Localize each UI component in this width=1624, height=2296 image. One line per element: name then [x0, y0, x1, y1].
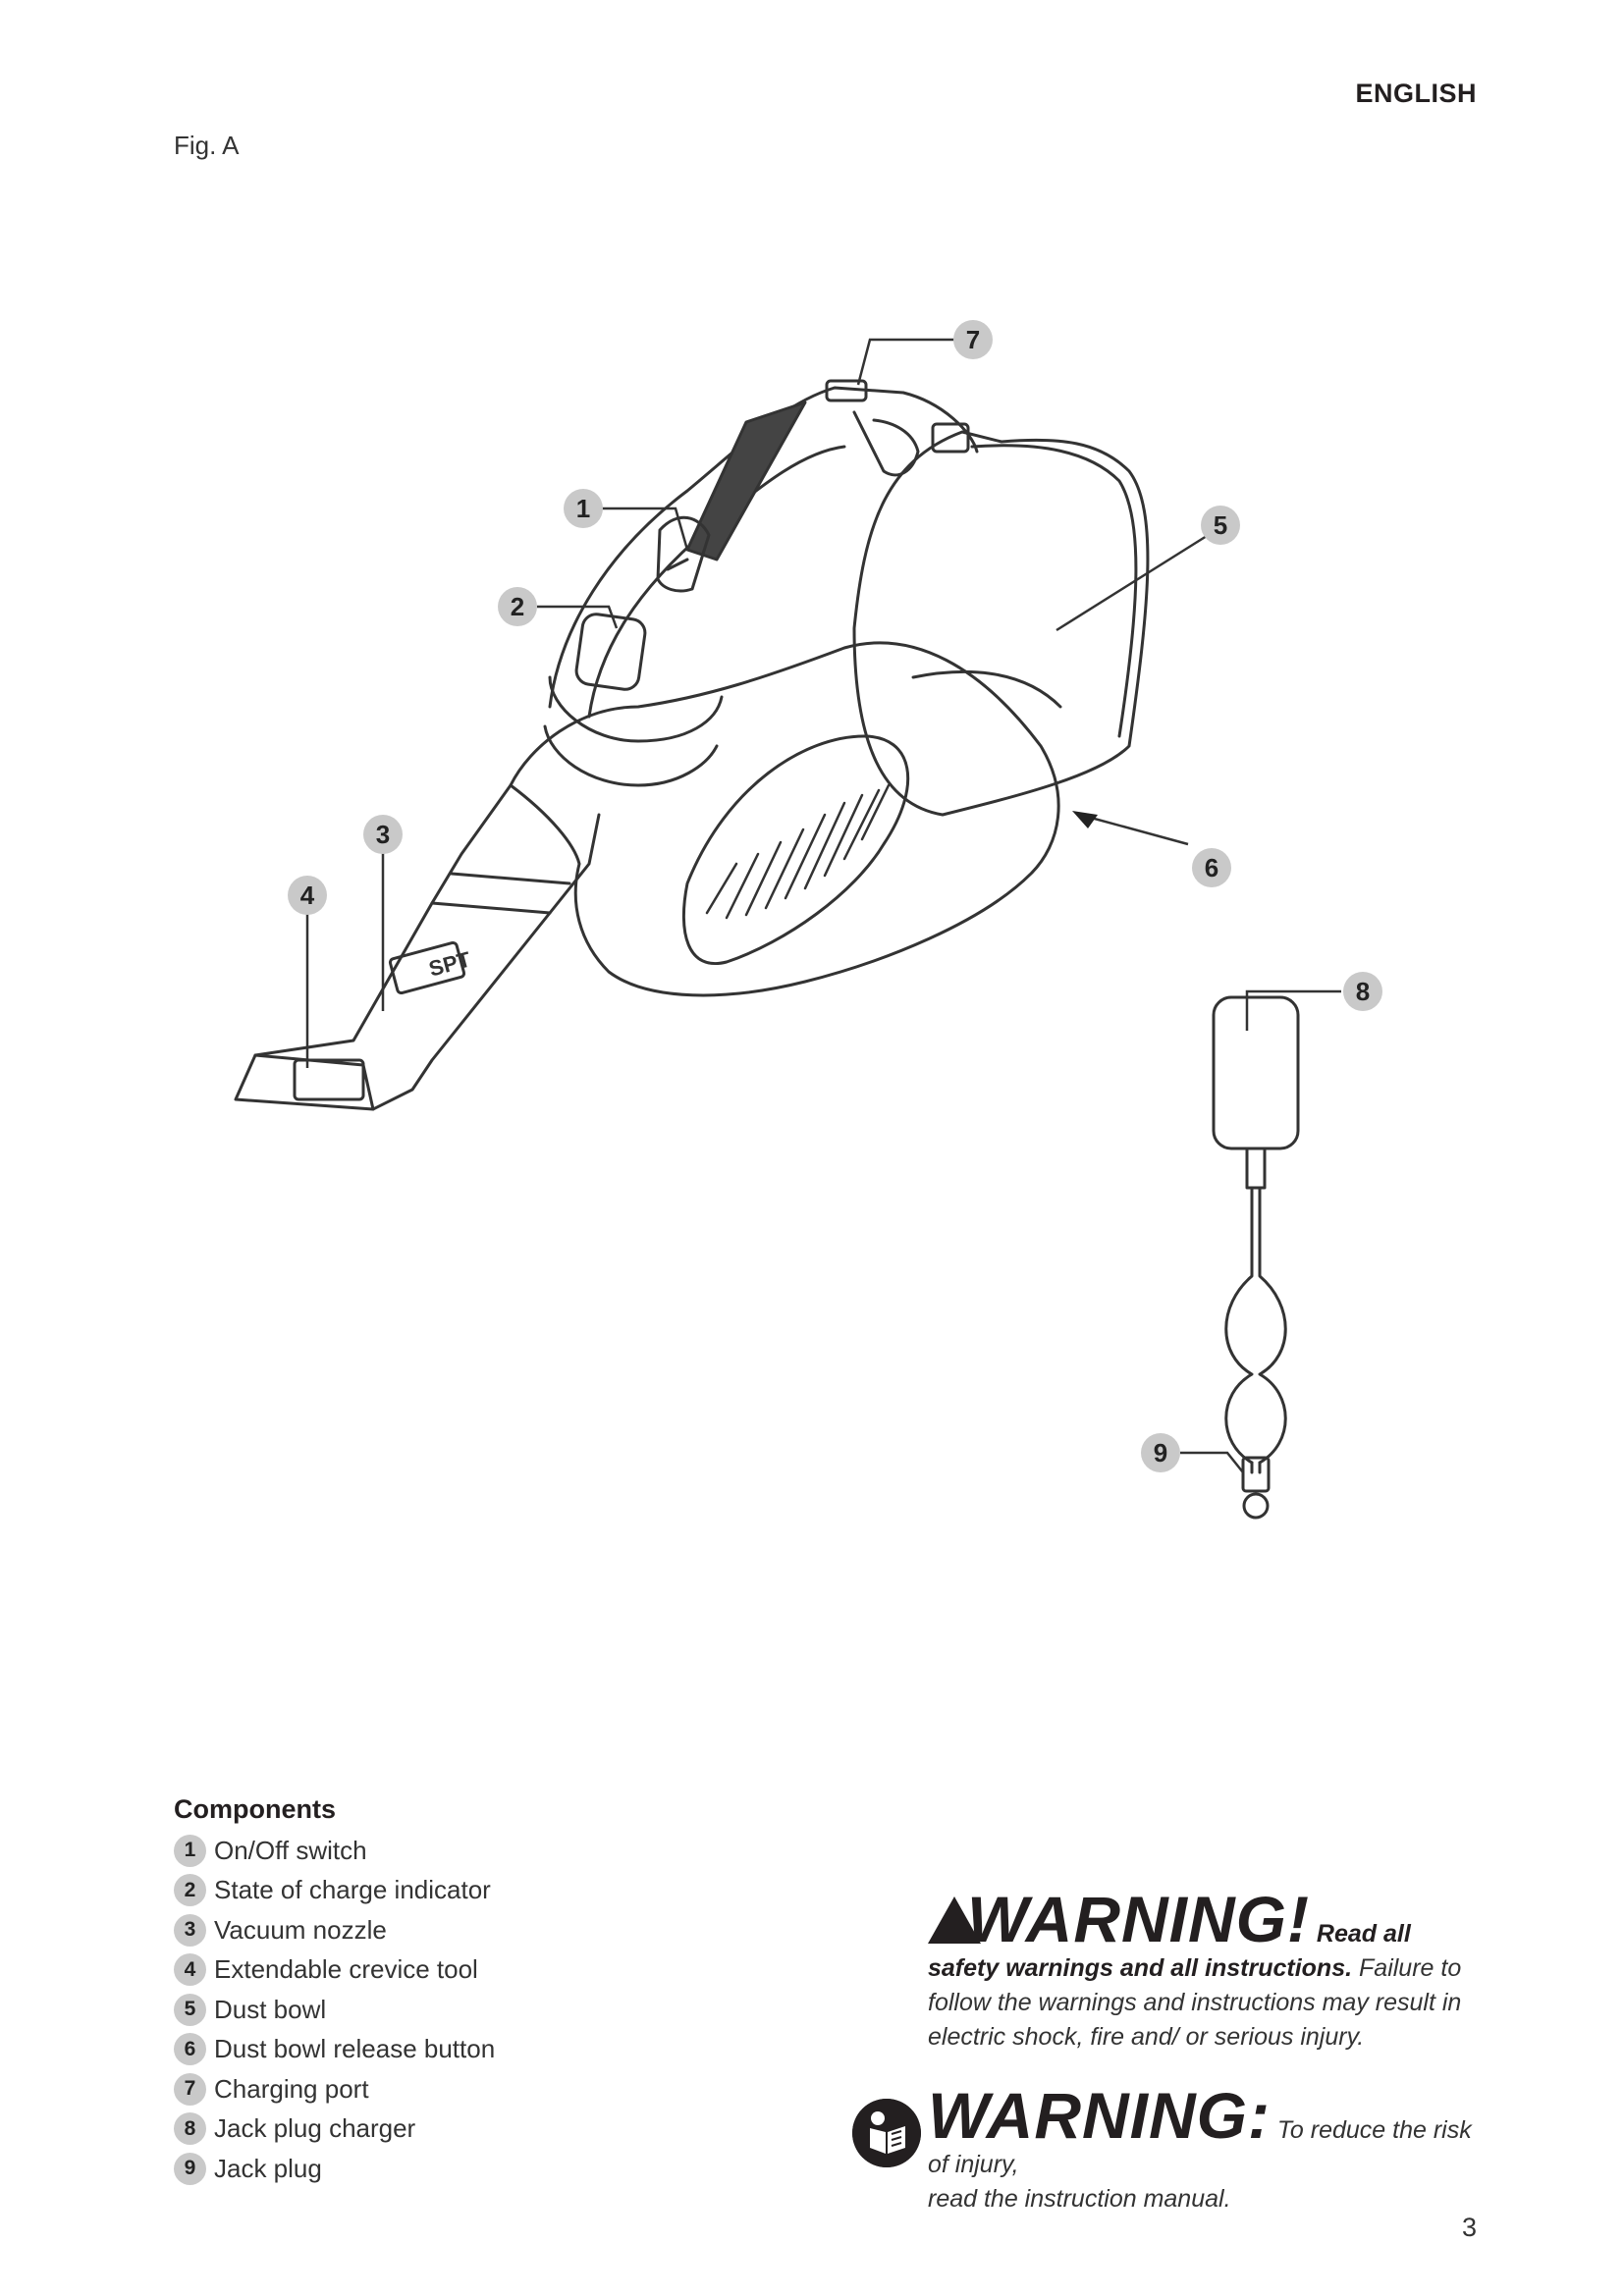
dust-bowl-illustration — [854, 432, 1148, 815]
svg-text:1: 1 — [575, 494, 591, 523]
component-number: 7 — [174, 2073, 206, 2106]
svg-text:2: 2 — [510, 592, 525, 621]
component-label: Extendable crevice tool — [214, 1954, 478, 1985]
component-number: 9 — [174, 2153, 206, 2185]
manual-warning-text-a: To reduce the risk of injury, — [928, 2116, 1472, 2178]
component-item — [174, 2109, 724, 2150]
component-label: State of charge indicator — [214, 1875, 491, 1905]
svg-text:8: 8 — [1355, 977, 1371, 1006]
warning-text: Failure to follow the warnings and instructions may result in electric shock, fire and/ or serious injury. — [928, 1954, 1462, 2051]
component-number: 2 — [174, 1874, 206, 1906]
handle-illustration — [550, 381, 977, 717]
components-list — [174, 1831, 724, 2189]
svg-text:4: 4 — [299, 881, 315, 910]
warning-bold-b: and all instructions. — [1119, 1954, 1353, 1982]
component-number: 8 — [174, 2112, 206, 2145]
charger-illustration — [1214, 997, 1298, 1518]
components-title: Components — [174, 1794, 336, 1824]
svg-text:5: 5 — [1213, 510, 1228, 540]
svg-text:3: 3 — [375, 820, 391, 849]
callout-9 — [1141, 1433, 1180, 1472]
callout-2 — [498, 587, 537, 626]
component-number: 5 — [174, 1994, 206, 2026]
component-item — [174, 1950, 724, 1991]
manual-warning-text-b: read the instruction manual. — [928, 2185, 1231, 2213]
component-item — [174, 2149, 724, 2189]
nozzle-marking: SPT — [426, 946, 473, 982]
component-item — [174, 1831, 724, 1871]
callout-3 — [363, 815, 403, 854]
component-item — [174, 2030, 724, 2070]
component-label: Jack plug — [214, 2153, 322, 2183]
callout-6 — [1192, 848, 1231, 887]
component-label: Jack plug charger — [214, 2113, 416, 2144]
svg-text:6: 6 — [1204, 853, 1219, 882]
components-section — [174, 1794, 724, 2189]
component-label: Dust bowl — [214, 1994, 327, 2024]
component-label: Charging port — [214, 2073, 369, 2104]
callout-1 — [564, 489, 603, 528]
language-label: ENGLISH — [1355, 79, 1477, 108]
component-label: On/Off switch — [214, 1835, 367, 1865]
component-number: 6 — [174, 2033, 206, 2065]
safety-warning — [928, 1883, 1478, 2055]
callout-8 — [1343, 972, 1382, 1011]
component-label: Dust bowl release button — [214, 2034, 496, 2064]
warning-bold-a: Read all safety warnings — [928, 1920, 1411, 1982]
component-number: 3 — [174, 1914, 206, 1947]
callout-4 — [288, 876, 327, 915]
manual-warning — [852, 2079, 1481, 2216]
manual-warning-heading: WARNING: — [928, 2079, 1271, 2152]
svg-text:9: 9 — [1153, 1438, 1168, 1468]
component-label: Vacuum nozzle — [214, 1914, 387, 1945]
component-item — [174, 2069, 724, 2109]
component-number: 1 — [174, 1835, 206, 1867]
read-manual-icon — [852, 2099, 921, 2167]
indicator-illustration — [545, 613, 722, 785]
figure-label: Fig. A — [174, 131, 240, 160]
page-number: 3 — [1461, 2213, 1477, 2242]
warning-heading: WARNING! — [967, 1883, 1310, 1955]
callout-5 — [1201, 506, 1240, 545]
callout-7 — [953, 320, 993, 359]
component-item — [174, 1871, 724, 1911]
component-item — [174, 1990, 724, 2030]
svg-text:7: 7 — [965, 325, 981, 354]
component-number: 4 — [174, 1953, 206, 1986]
warning-triangle-icon — [928, 1896, 981, 1944]
component-item — [174, 1910, 724, 1950]
nozzle-illustration — [236, 785, 599, 1109]
